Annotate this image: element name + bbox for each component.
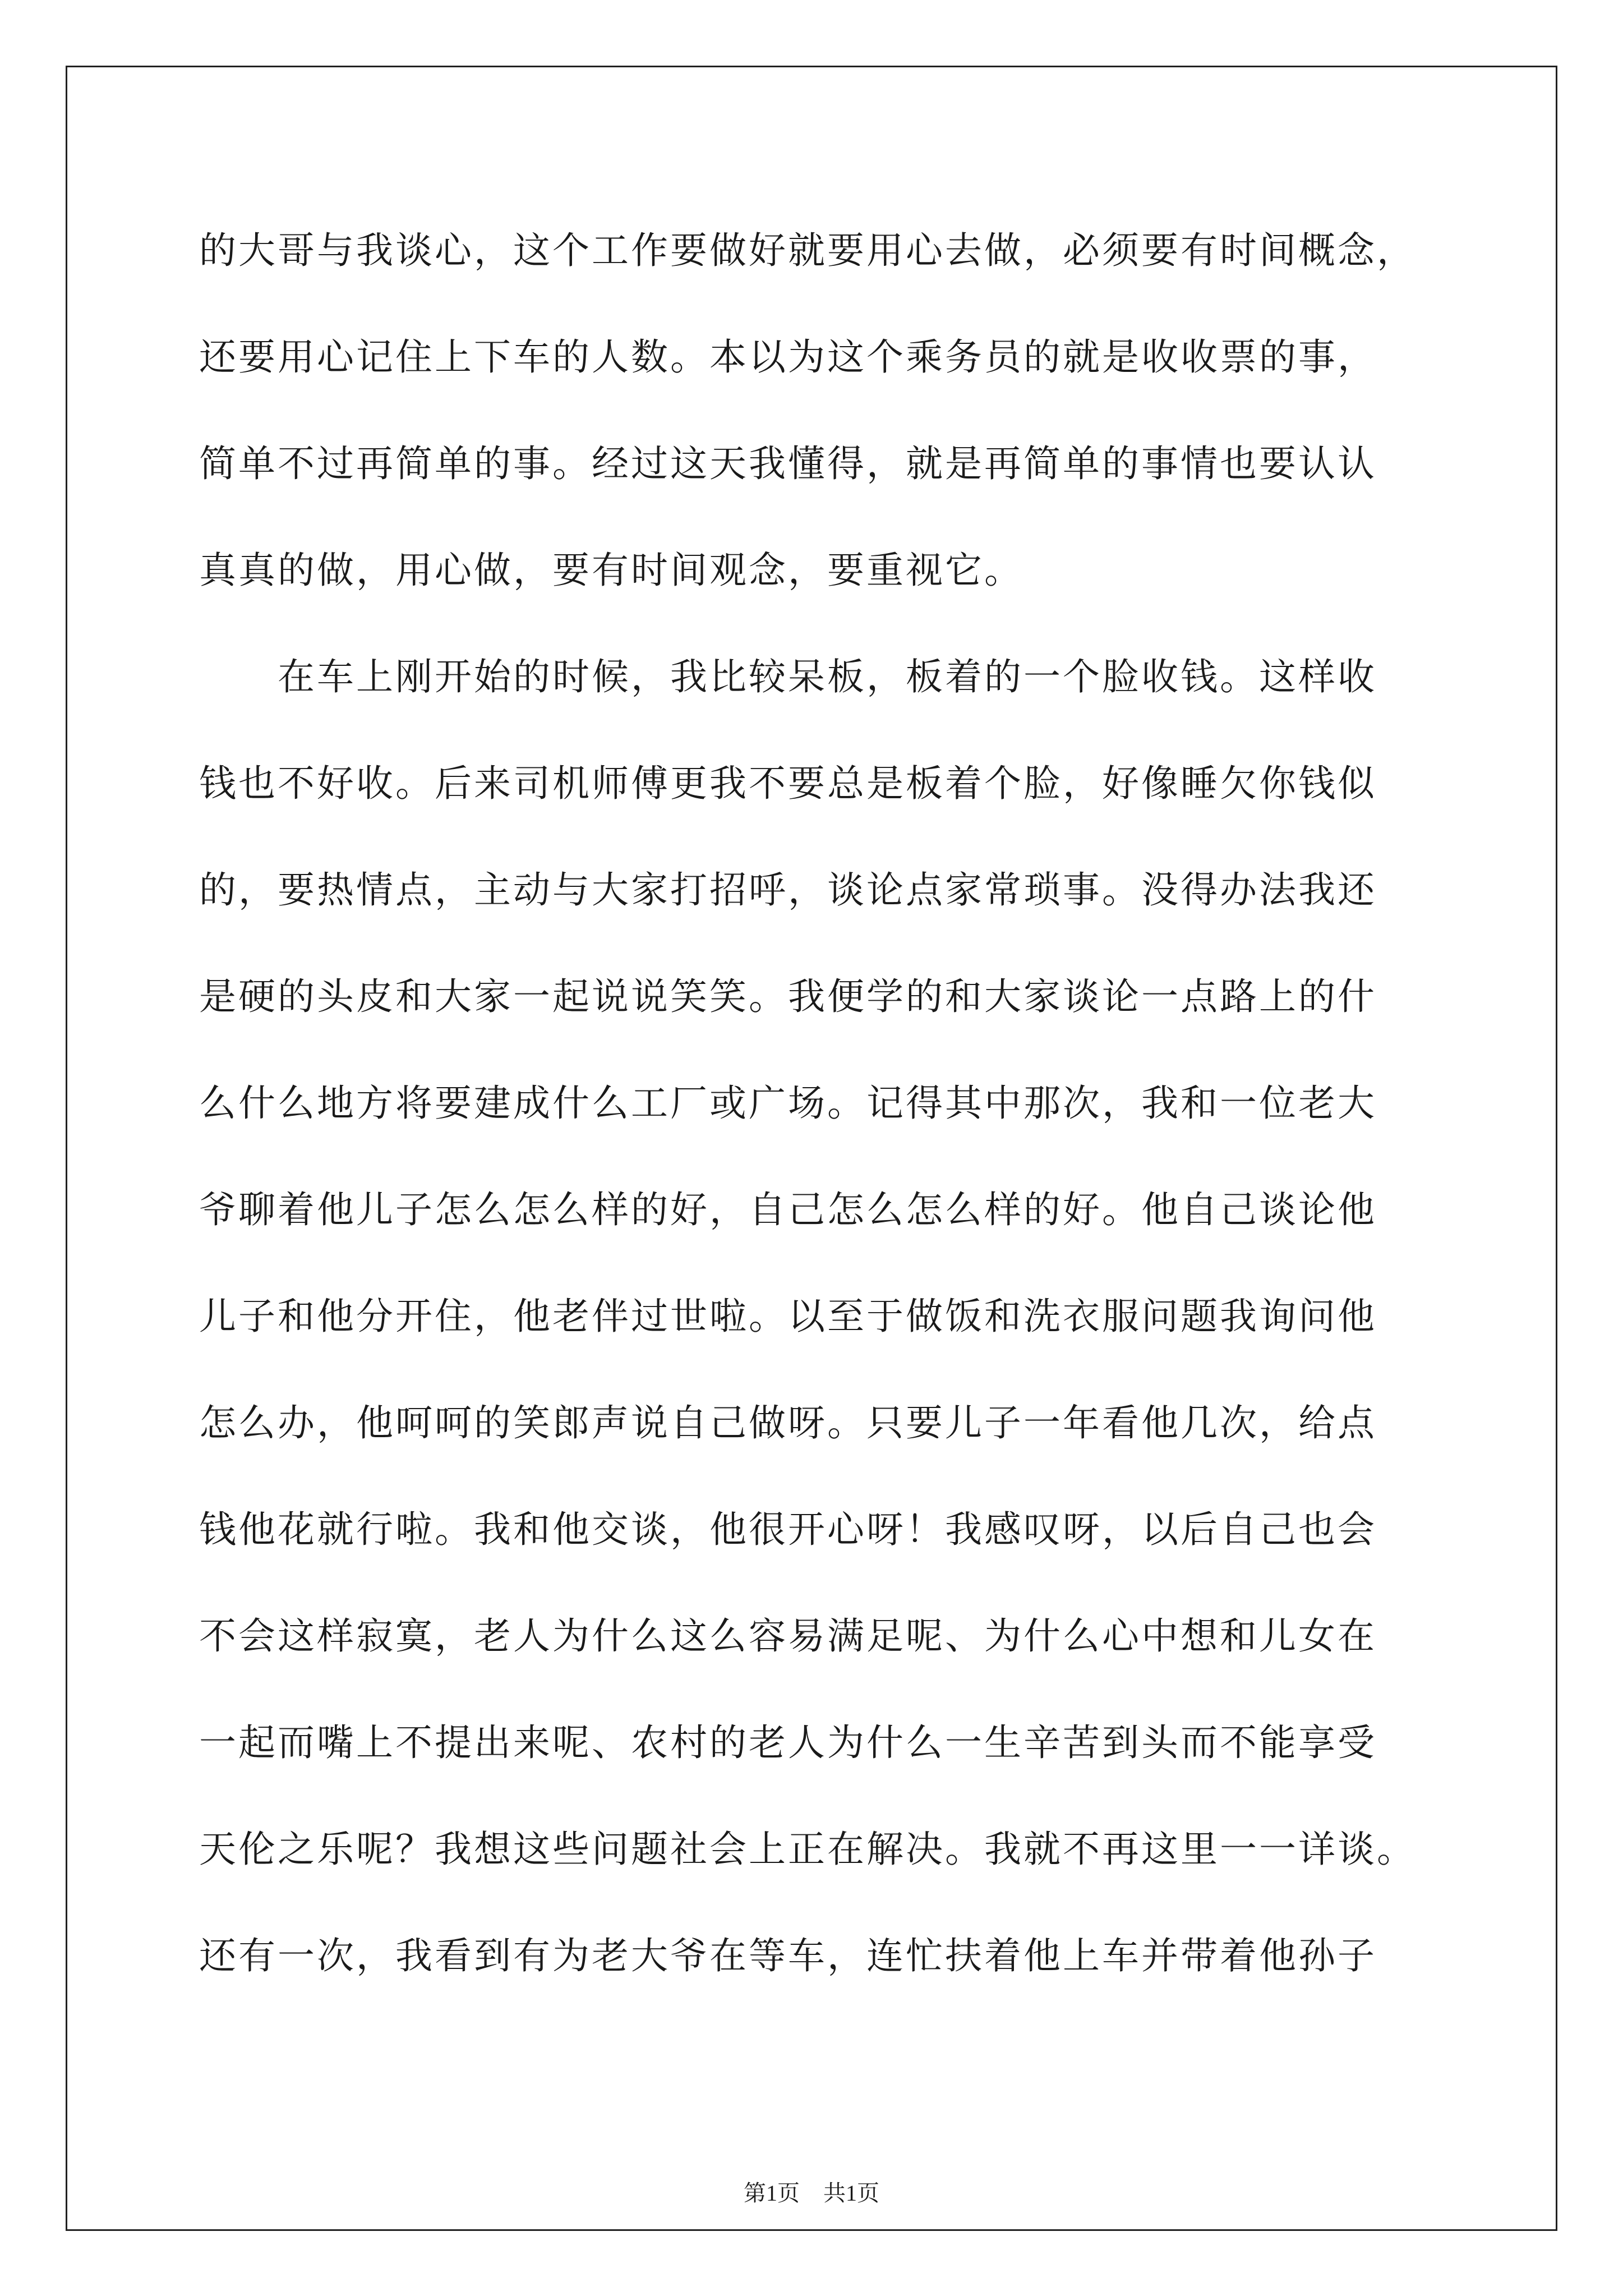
text-line: 不会这样寂寞，老人为什么这么容易满足呢、为什么心中想和儿女在 [199, 1614, 1377, 1658]
text-line: 么什么地方将要建成什么工厂或广场。记得其中那次，我和一位老大 [199, 1082, 1377, 1125]
text-line: 天伦之乐呢？我想这些问题社会上正在解决。我就不再这里一一详谈。 [199, 1828, 1416, 1871]
text-line: 怎么办，他呵呵的笑郎声说自己做呀。只要儿子一年看他几次，给点 [199, 1401, 1377, 1444]
text-line: 还要用心记住上下车的人数。本以为这个乘务员的就是收收票的事， [199, 335, 1377, 379]
text-line: 真真的做，用心做，要有时间观念，要重视它。 [199, 549, 1023, 592]
text-line: 钱他花就行啦。我和他交谈，他很开心呀！我感叹呀，以后自己也会 [199, 1508, 1377, 1551]
paragraph-first-line: 在车上刚开始的时候，我比较呆板，板着的一个脸收钱。这样收 [278, 655, 1377, 698]
text-line: 简单不过再简单的事。经过这天我懂得，就是再简单的事情也要认认 [199, 442, 1377, 485]
text-line: 的，要热情点，主动与大家打招呼，谈论点家常琐事。没得办法我还 [199, 868, 1377, 912]
page-footer [0, 2182, 1623, 2205]
page-number: 第1页 [744, 2180, 800, 2206]
page-total: 共1页 [823, 2180, 879, 2206]
text-line: 还有一次，我看到有为老大爷在等车，连忙扶着他上车并带着他孙子 [199, 1934, 1377, 1977]
text-line: 钱也不好收。后来司机师傅更我不要总是板着个脸，好像睡欠你钱似 [199, 762, 1377, 805]
text-line: 一起而嘴上不提出来呢、农村的老人为什么一生辛苦到头而不能享受 [199, 1721, 1377, 1764]
page-border [66, 66, 1557, 2231]
text-line: 是硬的头皮和大家一起说说笑笑。我便学的和大家谈论一点路上的什 [199, 975, 1377, 1018]
text-line: 儿子和他分开住，他老伴过世啦。以至于做饭和洗衣服问题我询问他 [199, 1295, 1377, 1338]
text-line: 爷聊着他儿子怎么怎么样的好，自己怎么怎么样的好。他自己谈论他 [199, 1188, 1377, 1231]
text-line: 的大哥与我谈心，这个工作要做好就要用心去做，必须要有时间概念， [199, 229, 1416, 272]
